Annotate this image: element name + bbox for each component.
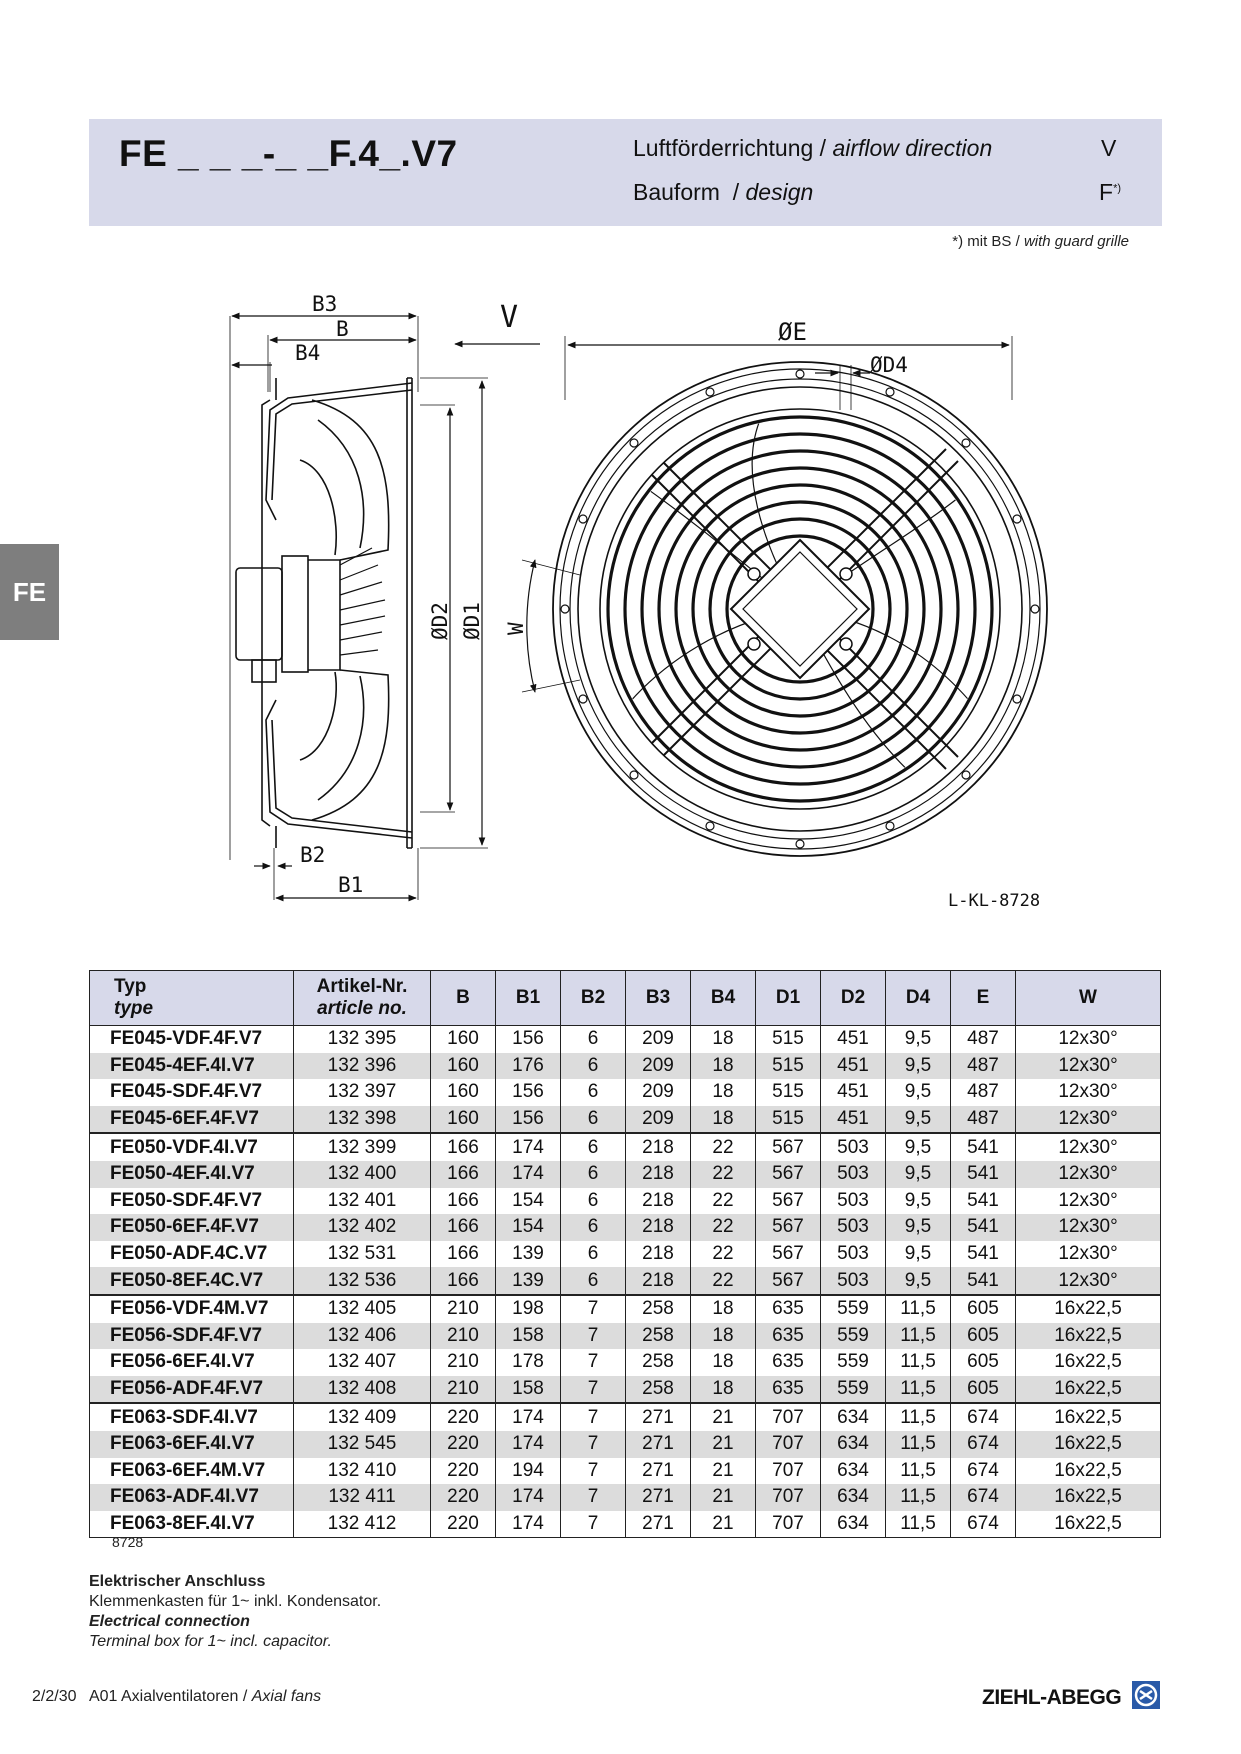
cell-article: 132 402 [294, 1214, 431, 1241]
cell-value: 218 [626, 1188, 691, 1215]
cell-type: FE045-6EF.4F.V7 [90, 1106, 294, 1134]
cell-value: 210 [431, 1295, 496, 1323]
cell-value: 220 [431, 1484, 496, 1511]
col-header-b3: B3 [626, 971, 691, 1026]
cell-value: 6 [561, 1241, 626, 1268]
cell-type: FE056-6EF.4I.V7 [90, 1349, 294, 1376]
cell-article: 132 407 [294, 1349, 431, 1376]
table-row [90, 1295, 1161, 1323]
cell-value: 634 [821, 1403, 886, 1431]
brand-logo [982, 1680, 1161, 1710]
cell-value: 541 [951, 1214, 1016, 1241]
cell-value: 271 [626, 1484, 691, 1511]
cell-value: 9,5 [886, 1053, 951, 1080]
cell-value: 451 [821, 1106, 886, 1134]
cell-value: 16x22,5 [1016, 1511, 1161, 1538]
cell-value: 16x22,5 [1016, 1484, 1161, 1511]
cell-article: 132 398 [294, 1106, 431, 1134]
cell-value: 6 [561, 1106, 626, 1134]
cell-type: FE063-6EF.4I.V7 [90, 1431, 294, 1458]
col-header-b: B [431, 971, 496, 1026]
cell-value: 451 [821, 1053, 886, 1080]
table-row [90, 1458, 1161, 1485]
brand-mark-icon [1131, 1680, 1161, 1710]
col-header-d4: D4 [886, 971, 951, 1026]
table-row [90, 1267, 1161, 1295]
page-number: 2/2/30 [32, 1688, 77, 1705]
cell-article: 132 401 [294, 1188, 431, 1215]
cell-type: FE050-4EF.4I.V7 [90, 1161, 294, 1188]
cell-article: 132 400 [294, 1161, 431, 1188]
cell-value: 18 [691, 1349, 756, 1376]
electrical-title-en: Electrical connection [89, 1613, 250, 1630]
cell-value: 503 [821, 1214, 886, 1241]
col-header-type: Typ type [90, 971, 294, 1026]
cell-value: 271 [626, 1403, 691, 1431]
cell-value: 635 [756, 1349, 821, 1376]
cell-value: 11,5 [886, 1403, 951, 1431]
cell-value: 258 [626, 1349, 691, 1376]
cell-value: 139 [496, 1267, 561, 1295]
dim-b4-label: B4 [295, 341, 321, 365]
cell-value: 503 [821, 1188, 886, 1215]
cell-article: 132 408 [294, 1376, 431, 1404]
cell-value: 9,5 [886, 1267, 951, 1295]
col-header-b1: B1 [496, 971, 561, 1026]
cell-article: 132 410 [294, 1458, 431, 1485]
dim-b2-label: B2 [300, 843, 326, 867]
cell-value: 635 [756, 1376, 821, 1404]
dim-d4-label: ØD4 [870, 353, 908, 377]
cell-value: 503 [821, 1241, 886, 1268]
cell-value: 16x22,5 [1016, 1403, 1161, 1431]
cell-value: 7 [561, 1295, 626, 1323]
dim-d2-label: ØD2 [428, 602, 452, 640]
cell-value: 174 [496, 1161, 561, 1188]
col-header-w: W [1016, 971, 1161, 1026]
cell-value: 258 [626, 1376, 691, 1404]
cell-value: 11,5 [886, 1458, 951, 1485]
cell-value: 674 [951, 1511, 1016, 1538]
cell-value: 160 [431, 1053, 496, 1080]
cell-value: 18 [691, 1376, 756, 1404]
cell-value: 16x22,5 [1016, 1323, 1161, 1350]
cell-value: 210 [431, 1323, 496, 1350]
cell-article: 132 395 [294, 1026, 431, 1053]
cell-value: 487 [951, 1053, 1016, 1080]
model-designation: FE _ _ _-_ _F.4_.V7 [119, 133, 458, 174]
cell-value: 7 [561, 1431, 626, 1458]
cell-value: 707 [756, 1403, 821, 1431]
col-header-d1: D1 [756, 971, 821, 1026]
cell-value: 18 [691, 1106, 756, 1134]
cell-value: 12x30° [1016, 1267, 1161, 1295]
cell-value: 7 [561, 1376, 626, 1404]
cell-value: 22 [691, 1241, 756, 1268]
cell-value: 18 [691, 1026, 756, 1053]
cell-value: 198 [496, 1295, 561, 1323]
dim-w-label: W [504, 622, 528, 635]
cell-type: FE045-SDF.4F.V7 [90, 1079, 294, 1106]
cell-article: 132 411 [294, 1484, 431, 1511]
electrical-title-de: Elektrischer Anschluss [89, 1573, 266, 1590]
cell-value: 503 [821, 1267, 886, 1295]
electrical-connection-note [89, 1572, 381, 1652]
cell-value: 559 [821, 1295, 886, 1323]
cell-article: 132 405 [294, 1295, 431, 1323]
cell-value: 605 [951, 1295, 1016, 1323]
front-view [522, 336, 1047, 856]
cell-value: 451 [821, 1079, 886, 1106]
cell-value: 18 [691, 1053, 756, 1080]
cell-value: 22 [691, 1188, 756, 1215]
section-side-tab: FE [0, 544, 59, 640]
cell-article: 132 397 [294, 1079, 431, 1106]
side-view-dimensions [230, 316, 540, 900]
cell-value: 634 [821, 1484, 886, 1511]
table-row [90, 1188, 1161, 1215]
cell-value: 12x30° [1016, 1161, 1161, 1188]
cell-type: FE056-SDF.4F.V7 [90, 1323, 294, 1350]
cell-type: FE045-4EF.4I.V7 [90, 1053, 294, 1080]
cell-value: 12x30° [1016, 1133, 1161, 1161]
cell-value: 12x30° [1016, 1188, 1161, 1215]
cell-value: 174 [496, 1511, 561, 1538]
cell-value: 16x22,5 [1016, 1458, 1161, 1485]
dim-b-label: B [336, 317, 349, 341]
cell-value: 209 [626, 1079, 691, 1106]
cell-value: 674 [951, 1431, 1016, 1458]
cell-value: 9,5 [886, 1188, 951, 1215]
cell-value: 209 [626, 1026, 691, 1053]
cell-type: FE045-VDF.4F.V7 [90, 1026, 294, 1053]
col-header-b2: B2 [561, 971, 626, 1026]
cell-value: 174 [496, 1403, 561, 1431]
cell-value: 6 [561, 1053, 626, 1080]
cell-value: 541 [951, 1133, 1016, 1161]
cell-type: FE050-SDF.4F.V7 [90, 1188, 294, 1215]
cell-value: 218 [626, 1267, 691, 1295]
cell-value: 487 [951, 1079, 1016, 1106]
cell-value: 166 [431, 1214, 496, 1241]
cell-value: 160 [431, 1079, 496, 1106]
side-view [236, 378, 412, 848]
cell-value: 634 [821, 1458, 886, 1485]
cell-value: 166 [431, 1133, 496, 1161]
cell-value: 209 [626, 1053, 691, 1080]
cell-type: FE063-6EF.4M.V7 [90, 1458, 294, 1485]
cell-value: 11,5 [886, 1484, 951, 1511]
col-header-d2: D2 [821, 971, 886, 1026]
cell-value: 18 [691, 1295, 756, 1323]
cell-value: 7 [561, 1323, 626, 1350]
cell-value: 7 [561, 1458, 626, 1485]
cell-type: FE056-VDF.4M.V7 [90, 1295, 294, 1323]
cell-value: 559 [821, 1376, 886, 1404]
table-header-row [90, 971, 1161, 1026]
cell-value: 176 [496, 1053, 561, 1080]
cell-value: 16x22,5 [1016, 1295, 1161, 1323]
cell-type: FE050-VDF.4I.V7 [90, 1133, 294, 1161]
cell-value: 9,5 [886, 1241, 951, 1268]
table-row [90, 1133, 1161, 1161]
page-footer: 2/2/30 A01 Axialventilatoren / Axial fans [32, 1688, 322, 1705]
cell-value: 7 [561, 1349, 626, 1376]
cell-value: 567 [756, 1241, 821, 1268]
cell-value: 11,5 [886, 1376, 951, 1404]
cell-value: 220 [431, 1431, 496, 1458]
table-row [90, 1214, 1161, 1241]
cell-value: 7 [561, 1403, 626, 1431]
cell-type: FE050-8EF.4C.V7 [90, 1267, 294, 1295]
table-row [90, 1323, 1161, 1350]
cell-value: 154 [496, 1188, 561, 1215]
cell-article: 132 409 [294, 1403, 431, 1431]
table-note: 8728 [112, 1534, 144, 1550]
cell-value: 567 [756, 1188, 821, 1215]
cell-value: 21 [691, 1403, 756, 1431]
cell-value: 559 [821, 1323, 886, 1350]
airflow-label: Luftförderrichtung / airflow direction [633, 135, 993, 161]
cell-value: 9,5 [886, 1079, 951, 1106]
cell-value: 707 [756, 1431, 821, 1458]
cell-value: 209 [626, 1106, 691, 1134]
airflow-value: V [1101, 135, 1117, 161]
cell-type: FE050-ADF.4C.V7 [90, 1241, 294, 1268]
cell-value: 635 [756, 1323, 821, 1350]
cell-article: 132 545 [294, 1431, 431, 1458]
cell-value: 634 [821, 1511, 886, 1538]
cell-value: 12x30° [1016, 1106, 1161, 1134]
electrical-text-de: Klemmenkasten für 1~ inkl. Kondensator. [89, 1593, 382, 1610]
table-row [90, 1511, 1161, 1538]
table-row [90, 1026, 1161, 1053]
drawing-reference: L-KL-8728 [948, 891, 1041, 911]
cell-article: 132 406 [294, 1323, 431, 1350]
cell-value: 487 [951, 1026, 1016, 1053]
cell-value: 9,5 [886, 1106, 951, 1134]
cell-value: 515 [756, 1026, 821, 1053]
col-header-b4: B4 [691, 971, 756, 1026]
cell-type: FE063-8EF.4I.V7 [90, 1511, 294, 1538]
cell-value: 559 [821, 1349, 886, 1376]
cell-value: 16x22,5 [1016, 1431, 1161, 1458]
cell-value: 6 [561, 1267, 626, 1295]
cell-value: 6 [561, 1079, 626, 1106]
cell-value: 634 [821, 1431, 886, 1458]
cell-value: 9,5 [886, 1133, 951, 1161]
cell-value: 271 [626, 1458, 691, 1485]
cell-value: 541 [951, 1241, 1016, 1268]
cell-value: 6 [561, 1026, 626, 1053]
table-row [90, 1079, 1161, 1106]
cell-value: 174 [496, 1484, 561, 1511]
design-value: F*) [1099, 179, 1122, 205]
cell-value: 160 [431, 1106, 496, 1134]
cell-article: 132 399 [294, 1133, 431, 1161]
cell-value: 12x30° [1016, 1214, 1161, 1241]
cell-value: 635 [756, 1295, 821, 1323]
cell-value: 218 [626, 1133, 691, 1161]
cell-value: 7 [561, 1511, 626, 1538]
cell-value: 11,5 [886, 1323, 951, 1350]
cell-value: 503 [821, 1133, 886, 1161]
cell-value: 156 [496, 1026, 561, 1053]
cell-value: 11,5 [886, 1431, 951, 1458]
table-row [90, 1403, 1161, 1431]
cell-value: 160 [431, 1026, 496, 1053]
cell-value: 605 [951, 1376, 1016, 1404]
cell-type: FE056-ADF.4F.V7 [90, 1376, 294, 1404]
cell-value: 166 [431, 1161, 496, 1188]
electrical-text-en: Terminal box for 1~ incl. capacitor. [89, 1633, 332, 1650]
cell-value: 6 [561, 1214, 626, 1241]
cell-value: 218 [626, 1161, 691, 1188]
dim-e-label: ØE [778, 318, 807, 346]
dim-d1-label: ØD1 [460, 602, 484, 640]
cell-value: 174 [496, 1133, 561, 1161]
cell-value: 515 [756, 1106, 821, 1134]
cell-value: 11,5 [886, 1295, 951, 1323]
cell-value: 674 [951, 1458, 1016, 1485]
cell-article: 132 412 [294, 1511, 431, 1538]
col-header-article: Artikel-Nr. article no. [294, 971, 431, 1026]
cell-value: 22 [691, 1267, 756, 1295]
table-row [90, 1161, 1161, 1188]
airflow-v-label: V [500, 300, 519, 335]
cell-value: 156 [496, 1079, 561, 1106]
cell-value: 22 [691, 1214, 756, 1241]
cell-value: 166 [431, 1267, 496, 1295]
cell-value: 7 [561, 1484, 626, 1511]
cell-article: 132 536 [294, 1267, 431, 1295]
design-label: Bauform / design [633, 179, 814, 205]
cell-value: 271 [626, 1511, 691, 1538]
cell-type: FE063-ADF.4I.V7 [90, 1484, 294, 1511]
cell-value: 210 [431, 1349, 496, 1376]
table-row [90, 1484, 1161, 1511]
table-row [90, 1106, 1161, 1134]
cell-value: 258 [626, 1323, 691, 1350]
cell-value: 6 [561, 1188, 626, 1215]
cell-value: 12x30° [1016, 1026, 1161, 1053]
cell-value: 9,5 [886, 1161, 951, 1188]
cell-value: 166 [431, 1188, 496, 1215]
cell-value: 567 [756, 1214, 821, 1241]
cell-value: 707 [756, 1511, 821, 1538]
cell-value: 178 [496, 1349, 561, 1376]
dimension-table [89, 970, 1161, 1538]
cell-value: 220 [431, 1511, 496, 1538]
brand-name: ZIEHL-ABEGG [982, 1686, 1122, 1709]
cell-value: 541 [951, 1267, 1016, 1295]
cell-value: 541 [951, 1161, 1016, 1188]
cell-value: 707 [756, 1458, 821, 1485]
table-row [90, 1241, 1161, 1268]
cell-value: 515 [756, 1079, 821, 1106]
dim-b1-label: B1 [338, 873, 364, 897]
cell-value: 166 [431, 1241, 496, 1268]
table-row [90, 1349, 1161, 1376]
cell-type: FE063-SDF.4I.V7 [90, 1403, 294, 1431]
cell-value: 22 [691, 1133, 756, 1161]
dim-b3-label: B3 [312, 292, 338, 316]
cell-value: 451 [821, 1026, 886, 1053]
cell-value: 21 [691, 1511, 756, 1538]
cell-value: 12x30° [1016, 1079, 1161, 1106]
cell-value: 11,5 [886, 1511, 951, 1538]
cell-value: 16x22,5 [1016, 1349, 1161, 1376]
col-header-e: E [951, 971, 1016, 1026]
table-row [90, 1376, 1161, 1404]
cell-value: 674 [951, 1403, 1016, 1431]
cell-value: 567 [756, 1161, 821, 1188]
cell-value: 139 [496, 1241, 561, 1268]
cell-value: 567 [756, 1267, 821, 1295]
cell-value: 18 [691, 1323, 756, 1350]
cell-value: 194 [496, 1458, 561, 1485]
cell-article: 132 531 [294, 1241, 431, 1268]
cell-value: 156 [496, 1106, 561, 1134]
cell-value: 21 [691, 1431, 756, 1458]
table-body [90, 1026, 1161, 1538]
cell-value: 21 [691, 1458, 756, 1485]
cell-value: 12x30° [1016, 1053, 1161, 1080]
cell-value: 218 [626, 1214, 691, 1241]
cell-value: 503 [821, 1161, 886, 1188]
cell-value: 22 [691, 1161, 756, 1188]
cell-value: 567 [756, 1133, 821, 1161]
cell-value: 515 [756, 1053, 821, 1080]
cell-value: 605 [951, 1323, 1016, 1350]
cell-value: 541 [951, 1188, 1016, 1215]
cell-value: 16x22,5 [1016, 1376, 1161, 1404]
cell-value: 158 [496, 1323, 561, 1350]
cell-value: 218 [626, 1241, 691, 1268]
cell-value: 674 [951, 1484, 1016, 1511]
cell-value: 154 [496, 1214, 561, 1241]
cell-value: 220 [431, 1403, 496, 1431]
cell-value: 220 [431, 1458, 496, 1485]
cell-value: 6 [561, 1161, 626, 1188]
cell-value: 9,5 [886, 1026, 951, 1053]
cell-value: 12x30° [1016, 1241, 1161, 1268]
cell-value: 487 [951, 1106, 1016, 1134]
cell-value: 11,5 [886, 1349, 951, 1376]
cell-type: FE050-6EF.4F.V7 [90, 1214, 294, 1241]
table-row [90, 1053, 1161, 1080]
cell-value: 158 [496, 1376, 561, 1404]
cell-value: 707 [756, 1484, 821, 1511]
cell-value: 9,5 [886, 1214, 951, 1241]
cell-value: 258 [626, 1295, 691, 1323]
cell-value: 210 [431, 1376, 496, 1404]
cell-article: 132 396 [294, 1053, 431, 1080]
cell-value: 605 [951, 1349, 1016, 1376]
cell-value: 174 [496, 1431, 561, 1458]
cell-value: 18 [691, 1079, 756, 1106]
cell-value: 21 [691, 1484, 756, 1511]
table-row [90, 1431, 1161, 1458]
cell-value: 271 [626, 1431, 691, 1458]
cell-value: 6 [561, 1133, 626, 1161]
guard-grille-footnote: *) mit BS / with guard grille [952, 233, 1129, 250]
